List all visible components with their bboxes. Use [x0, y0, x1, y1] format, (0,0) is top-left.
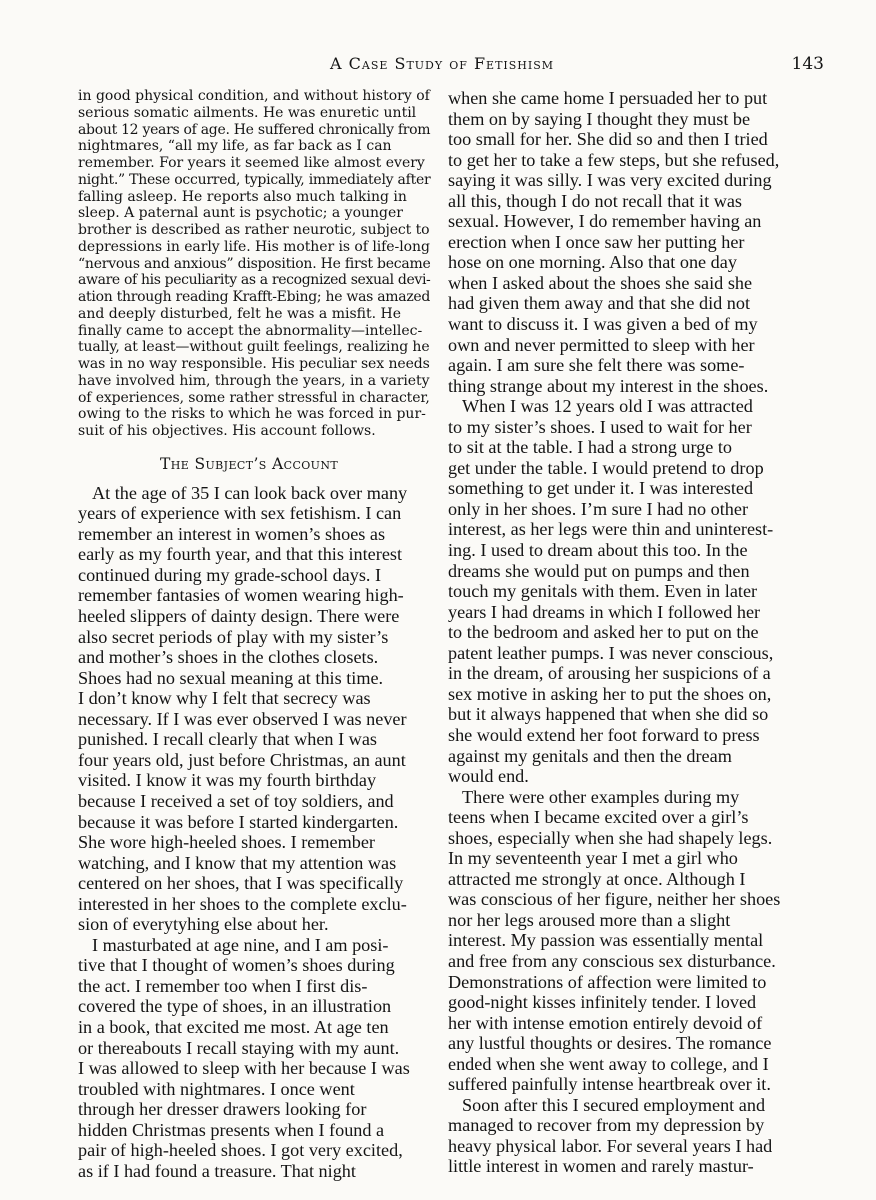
text-line: punished. I recall clearly that when I was [78, 729, 377, 750]
text-line: ing. I used to dream about this too. In the [448, 540, 748, 561]
text-line: years of experience with sex fetishism. I can [78, 503, 402, 524]
text-line: Shoes had no sexual meaning at this time. [78, 667, 384, 688]
text-line: any lustful thoughts or desires. The romance [448, 1033, 772, 1054]
text-line: necessary. If I was ever observed I was never [78, 708, 407, 729]
text-line: brother is described as rather neurotic, subject to [78, 222, 430, 238]
text-line: tive that I thought of women’s shoes during [78, 955, 395, 976]
text-line: erection when I once saw her putting her [448, 231, 745, 252]
text-line: serious somatic ailments. He was enuretic until [78, 104, 417, 121]
text-line: In my seventeenth year I met a girl who [448, 848, 738, 869]
text-line: “nervous and anxious” disposition. He first became [78, 255, 431, 272]
text-line: good-night kisses infinitely tender. I loved [448, 992, 757, 1013]
text-line: continued during my grade-school days. I [78, 564, 382, 585]
text-line: but it always happened that when she did so [448, 704, 769, 725]
text-line: the act. I remember too when I first dis- [78, 975, 368, 996]
text-line: because I received a set of toy soldiers, and [78, 790, 394, 811]
text-line: managed to recover from my depression by [448, 1115, 765, 1136]
text-line: tually, at least—without guilt feelings, realizing he [78, 339, 430, 356]
text-line: night.” These occurred, typically, immediately after [78, 171, 431, 188]
text-line: watching, and I know that my attention was [78, 852, 397, 873]
text-line: sexual. However, I do remember having an [448, 211, 762, 232]
text-line: to the bedroom and asked her to put on the [448, 622, 759, 643]
text-line: There were other examples during my [462, 786, 740, 807]
text-line: interest. My passion was essentially mental [448, 930, 764, 951]
text-line: four years old, just before Christmas, an aunt [78, 749, 406, 770]
text-line: patent leather pumps. I was never conscious, [448, 642, 774, 663]
text-line: in good physical condition, and without history of [78, 88, 430, 104]
text-line: remember fantasies of women wearing high- [78, 585, 404, 606]
text-line: thing strange about my interest in the shoes. [448, 375, 769, 396]
section-heading: The Subject’s Account [160, 454, 339, 473]
text-line: hose on one morning. Also that one day [448, 252, 737, 273]
text-line: aware of his peculiarity as a recognized sexual devi- [78, 272, 431, 289]
text-line: I don’t know why I felt that secrecy was [78, 688, 371, 709]
text-line: sion of everytyhing else about her. [78, 914, 329, 935]
text-line: remember. For years it seemed like almost every [78, 155, 425, 171]
text-line: saying it was silly. I was very excited during [448, 170, 772, 191]
running-head-title: A Case Study of Fetishism [330, 54, 555, 73]
text-line: and free from any conscious sex disturbance. [448, 950, 776, 971]
text-line: ation through reading Krafft-Ebing; he was amazed [78, 289, 431, 305]
text-line: hidden Christmas presents when I found a [78, 1119, 385, 1140]
subject-account-text [78, 483, 430, 1182]
running-head [0, 54, 876, 82]
text-line: troubled with nightmares. I once went [78, 1078, 355, 1099]
text-line: ended when she went away to college, and I [448, 1053, 769, 1074]
text-line: her with intense emotion entirely devoid of [448, 1012, 763, 1033]
text-line: through her dresser drawers looking for [78, 1099, 367, 1120]
text-line: only in her shoes. I’m sure I had no other [448, 498, 749, 519]
text-line: nightmares, “all my life, as far back as I can [78, 138, 392, 155]
text-line: own and never permitted to sleep with her [448, 334, 755, 355]
text-line: teens when I became excited over a girl’s [448, 807, 749, 828]
text-line: heeled slippers of dainty design. There were [78, 606, 400, 627]
text-line: interested in her shoes to the complete exclu- [78, 893, 407, 914]
text-line: pair of high-heeled shoes. I got very excited, [78, 1140, 403, 1161]
text-line: sleep. A paternal aunt is psychotic; a younger [78, 205, 403, 222]
right-column [448, 88, 800, 1177]
text-line: suffered painfully intense heartbreak over it. [448, 1074, 771, 1095]
text-line: to get her to take a few steps, but she refused, [448, 149, 780, 170]
text-line: shoes, especially when she had shapely legs. [448, 827, 773, 848]
text-line: in the dream, of arousing her suspicions of a [448, 663, 771, 684]
text-line: remember an interest in women’s shoes as [78, 523, 386, 544]
text-line: At the age of 35 I can look back over many [92, 482, 408, 503]
text-line: dreams she would put on pumps and then [448, 560, 750, 581]
text-line: get under the table. I would pretend to drop [448, 457, 764, 478]
text-line: about 12 years of age. He suffered chronically from [78, 121, 431, 138]
text-line: sex motive in asking her to put the shoes on, [448, 683, 772, 704]
text-line: all this, though I do not recall that it was [448, 190, 742, 211]
text-line: also secret periods of play with my sister’s [78, 626, 389, 647]
text-line: have involved him, through the years, in a variety [78, 372, 430, 389]
text-line: years I had dreams in which I followed her [448, 601, 761, 622]
text-line: owing to the risks to which he was forced in pur- [78, 406, 426, 423]
text-line: something to get under it. I was interested [448, 478, 754, 499]
text-line: centered on her shoes, that I was specifically [78, 873, 404, 894]
text-line: nor her legs aroused more than a slight [448, 909, 731, 930]
text-line: visited. I know it was my fourth birthday [78, 770, 377, 791]
text-line: depressions in early life. His mother is of life-long [78, 238, 430, 255]
case-history-paragraph [78, 88, 430, 440]
text-line: again. I am sure she felt there was some- [448, 355, 745, 376]
text-line: to my sister’s shoes. I used to wait for her [448, 416, 752, 437]
text-line: of experiences, some rather stressful in character, [78, 389, 430, 406]
text-line: when I asked about the shoes she said she [448, 272, 753, 293]
text-line: against my genitals and then the dream [448, 745, 732, 766]
text-line: and deeply disturbed, felt he was a misfit. He [78, 305, 402, 322]
text-line: she would extend her foot forward to press [448, 724, 760, 745]
text-line: finally came to accept the abnormality—intellec- [78, 322, 423, 339]
text-line: and mother’s shoes in the clothes closets. [78, 647, 379, 668]
text-line: falling asleep. He reports also much talking in [78, 188, 407, 205]
page-number: 143 [791, 54, 824, 74]
text-line: them on by saying I thought they must be [448, 108, 751, 129]
text-line: interest, as her legs were thin and uninterest- [448, 519, 774, 540]
left-column [78, 88, 430, 1181]
text-line: I was allowed to sleep with her because I was [78, 1058, 410, 1079]
text-line: when she came home I persuaded her to put [448, 88, 768, 108]
text-line: to sit at the table. I had a strong urge to [448, 437, 733, 458]
text-line: want to discuss it. I was given a bed of my [448, 314, 758, 335]
text-line: covered the type of shoes, in an illustration [78, 996, 392, 1017]
text-line: When I was 12 years old I was attracted [462, 396, 753, 417]
text-line: Soon after this I secured employment and [462, 1094, 766, 1115]
text-line: as if I had found a treasure. That night [78, 1160, 356, 1181]
text-line: touch my genitals with them. Even in later [448, 581, 758, 602]
text-line: because it was before I started kindergarten. [78, 811, 399, 832]
text-line: was in no way responsible. His peculiar sex needs [78, 356, 430, 372]
text-line: little interest in women and rarely mastur- [448, 1156, 754, 1177]
text-line: had given them away and that she did not [448, 293, 751, 314]
text-line: early as my fourth year, and that this interest [78, 544, 403, 565]
text-line: Demonstrations of affection were limited to [448, 971, 767, 992]
text-line: She wore high-heeled shoes. I remember [78, 832, 375, 853]
text-line: was conscious of her figure, neither her shoes [448, 889, 781, 910]
text-line: I masturbated at age nine, and I am posi- [92, 934, 389, 955]
text-line: heavy physical labor. For several years I had [448, 1135, 773, 1156]
subject-account-continued [448, 88, 800, 1177]
text-line: or thereabouts I recall staying with my aunt. [78, 1037, 400, 1058]
text-line: suit of his objectives. His account follows. [78, 423, 376, 439]
text-line: would end. [448, 766, 529, 787]
text-line: attracted me strongly at once. Although I [448, 868, 746, 889]
text-line: too small for her. She did so and then I tried [448, 129, 768, 150]
text-line: in a book, that excited me most. At age ten [78, 1016, 389, 1037]
